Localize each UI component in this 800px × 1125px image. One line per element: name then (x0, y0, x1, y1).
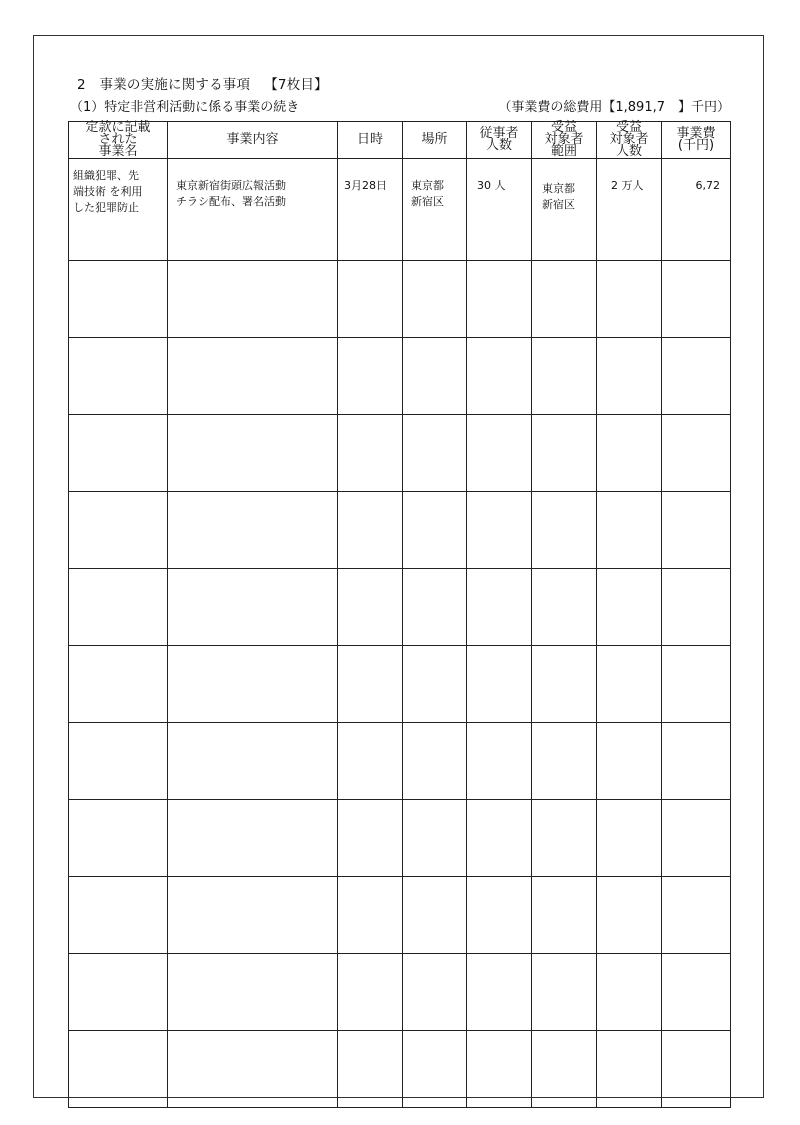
sheet-label: 【7枚目】 (264, 77, 328, 93)
cell-cost (662, 569, 731, 646)
cell-beneficiary-count (597, 261, 662, 338)
cell-date (338, 646, 403, 723)
cell-cost (662, 492, 731, 569)
activity-table (68, 121, 731, 1108)
section-title (77, 73, 328, 93)
header-staff-count: 従事者 人数 (467, 122, 532, 159)
cell-cost (662, 723, 731, 800)
cell-content (168, 261, 338, 338)
cell-business-name (69, 1031, 168, 1108)
header-business-name: 定款に記載 された 事業名 (69, 122, 168, 159)
cell-content (168, 800, 338, 877)
cell-staff-count (467, 415, 532, 492)
cell-cost: 6,72 (662, 159, 731, 261)
empty-table-row (69, 569, 731, 646)
empty-table-row (69, 1031, 731, 1108)
cell-business-name (69, 954, 168, 1031)
cell-staff-count (467, 1031, 532, 1108)
cell-cost (662, 415, 731, 492)
cell-place (403, 569, 467, 646)
empty-table-row (69, 415, 731, 492)
cell-staff-count (467, 646, 532, 723)
cell-staff-count: 30 人 (467, 159, 532, 261)
cell-business-name (69, 569, 168, 646)
cell-content (168, 1031, 338, 1108)
table-row (69, 159, 731, 261)
empty-table-row (69, 877, 731, 954)
cell-content (168, 646, 338, 723)
cell-beneficiary-count (597, 1031, 662, 1108)
cell-cost (662, 646, 731, 723)
cell-place (403, 261, 467, 338)
cell-content (168, 415, 338, 492)
header-date: 日時 (338, 122, 403, 159)
cell-beneficiary-range (532, 877, 597, 954)
cell-date (338, 569, 403, 646)
empty-table-row (69, 492, 731, 569)
cell-beneficiary-range (532, 338, 597, 415)
cell-beneficiary-range (532, 569, 597, 646)
header-place: 場所 (403, 122, 467, 159)
header-beneficiary-count: 受益 対象者 人数 (597, 122, 662, 159)
cell-beneficiary-range (532, 415, 597, 492)
empty-table-row (69, 954, 731, 1031)
cell-beneficiary-range (532, 723, 597, 800)
cell-beneficiary-count (597, 569, 662, 646)
cell-beneficiary-range (532, 800, 597, 877)
empty-table-row (69, 261, 731, 338)
cell-cost (662, 954, 731, 1031)
empty-table-row (69, 723, 731, 800)
cell-business-name (69, 415, 168, 492)
cell-place (403, 646, 467, 723)
empty-table-row (69, 646, 731, 723)
cell-date (338, 800, 403, 877)
cell-place (403, 1031, 467, 1108)
cell-content (168, 877, 338, 954)
empty-table-row (69, 338, 731, 415)
cell-place (403, 723, 467, 800)
cell-place (403, 338, 467, 415)
cell-place (403, 492, 467, 569)
cell-cost (662, 1031, 731, 1108)
cell-content (168, 723, 338, 800)
cell-date (338, 954, 403, 1031)
cell-place (403, 954, 467, 1031)
cell-beneficiary-range (532, 261, 597, 338)
cell-staff-count (467, 261, 532, 338)
section-title-text: 2 事業の実施に関する事項 (77, 77, 251, 93)
cell-cost (662, 261, 731, 338)
empty-table-row (69, 800, 731, 877)
cell-beneficiary-range (532, 646, 597, 723)
cell-place: 東京都 新宿区 (403, 159, 467, 261)
cell-business-name (69, 492, 168, 569)
cell-staff-count (467, 569, 532, 646)
cell-business-name: 組織犯罪、先 端技術 を利用 した犯罪防止 (69, 159, 168, 261)
header-content: 事業内容 (168, 122, 338, 159)
cell-business-name (69, 646, 168, 723)
cell-staff-count (467, 723, 532, 800)
cell-staff-count (467, 877, 532, 954)
cell-beneficiary-count (597, 877, 662, 954)
cell-beneficiary-count (597, 338, 662, 415)
cell-cost (662, 877, 731, 954)
cell-date (338, 1031, 403, 1108)
cell-cost (662, 800, 731, 877)
cell-content: 東京新宿街頭広報活動 チラシ配布、署名活動 (168, 159, 338, 261)
cell-business-name (69, 800, 168, 877)
cell-date (338, 877, 403, 954)
cell-beneficiary-range (532, 1031, 597, 1108)
cell-content (168, 569, 338, 646)
cell-place (403, 415, 467, 492)
cell-beneficiary-count: 2 万人 (597, 159, 662, 261)
cell-date (338, 492, 403, 569)
cell-date (338, 338, 403, 415)
cell-business-name (69, 261, 168, 338)
cell-cost (662, 338, 731, 415)
cell-beneficiary-count (597, 723, 662, 800)
cell-content (168, 954, 338, 1031)
header-row (69, 122, 731, 159)
cell-beneficiary-count (597, 954, 662, 1031)
cell-place (403, 877, 467, 954)
cell-staff-count (467, 954, 532, 1031)
total-cost: （事業費の総費用【1,891,7 】千円） (498, 100, 730, 115)
cell-beneficiary-count (597, 492, 662, 569)
cell-date (338, 415, 403, 492)
header-cost: 事業費 (千円) (662, 122, 731, 159)
cell-content (168, 338, 338, 415)
cell-content (168, 492, 338, 569)
cell-beneficiary-count (597, 646, 662, 723)
cell-business-name (69, 877, 168, 954)
cell-date: 3月28日 (338, 159, 403, 261)
cell-beneficiary-count (597, 415, 662, 492)
cell-beneficiary-count (597, 800, 662, 877)
subsection-title: （1）特定非営利活動に係る事業の続き (70, 100, 300, 115)
cell-staff-count (467, 338, 532, 415)
cell-business-name (69, 723, 168, 800)
header-beneficiary-range: 受益 対象者 範囲 (532, 122, 597, 159)
cell-business-name (69, 338, 168, 415)
cell-date (338, 723, 403, 800)
cell-beneficiary-range (532, 954, 597, 1031)
cell-staff-count (467, 800, 532, 877)
cell-staff-count (467, 492, 532, 569)
cell-date (338, 261, 403, 338)
cell-beneficiary-range (532, 492, 597, 569)
cell-beneficiary-range: 東京都 新宿区 (532, 159, 597, 261)
cell-place (403, 800, 467, 877)
